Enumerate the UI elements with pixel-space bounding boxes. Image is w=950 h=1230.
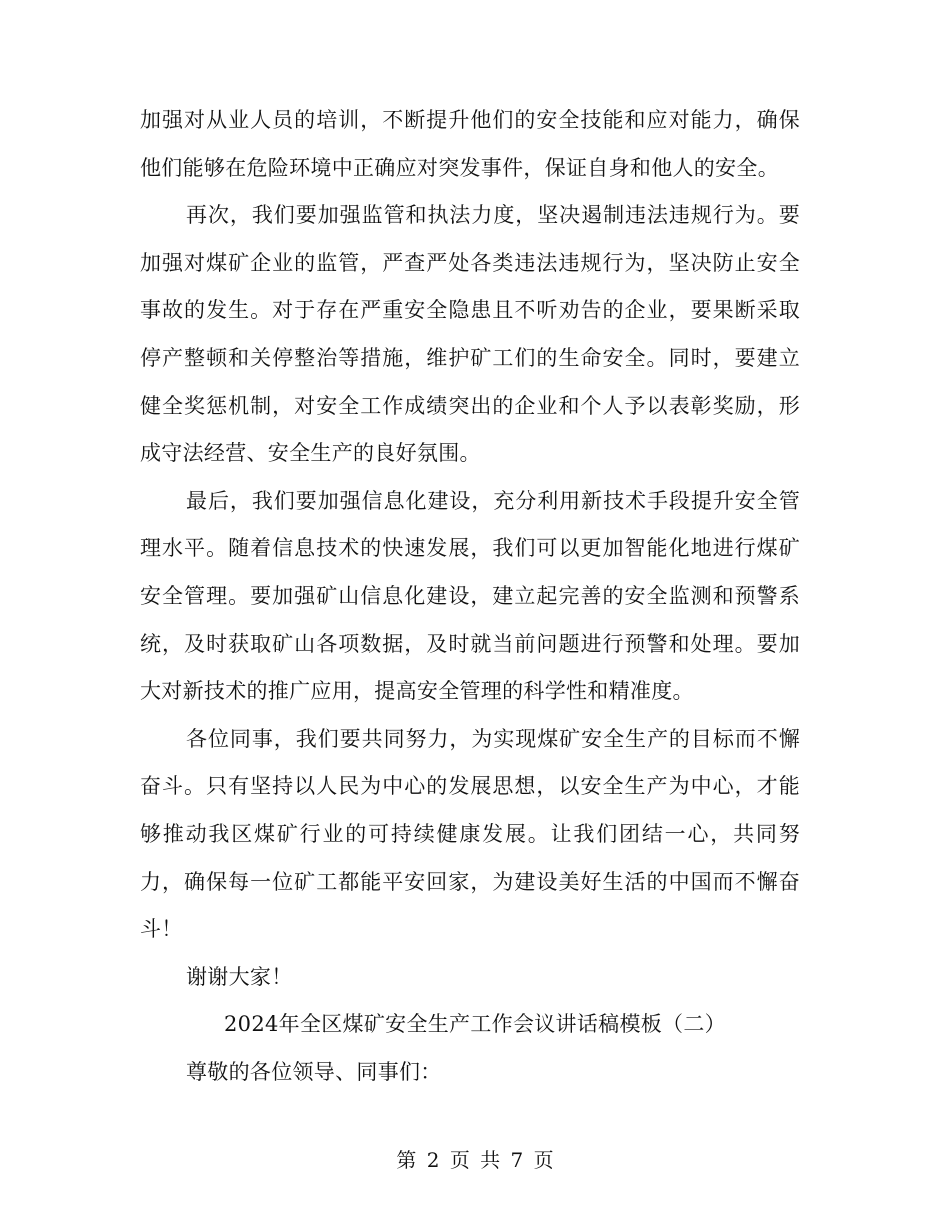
paragraph-closing-appeal: 各位同事，我们要共同努力，为实现煤矿安全生产的目标而不懈奋斗。只有坚持以人民为中心的发展思想，以安全生产为中心，才能够推动我区煤矿行业的可持续健康发展。让我们团结一心，共同努力，确保每一位矿工都能平安回家，为建设美好生活的中国而不懈奋斗！ [140, 726, 800, 942]
paragraph-continuation: 加强对从业人员的培训，不断提升他们的安全技能和应对能力，确保他们能够在危险环境中正确应对突发事件，保证自身和他人的安全。 [140, 108, 800, 180]
paragraph-informatization: 最后，我们要加强信息化建设，充分利用新技术手段提升安全管理水平。随着信息技术的快速发展，我们可以更加智能化地进行煤矿安全管理。要加强矿山信息化建设，建立起完善的安全监测和预警系统，及时获取矿山各项数据，及时就当前问题进行预警和处理。要加大对新技术的推广应用，提高安全管理的科学性和精准度。 [140, 488, 800, 704]
paragraph-salutation: 尊敬的各位领导、同事们： [186, 1059, 442, 1084]
page-number-footer: 第 2 页 共 7 页 [396, 1148, 554, 1172]
section-title: 2024年全区煤矿安全生产工作会议讲话稿模板（二） [224, 1012, 726, 1037]
paragraph-thanks: 谢谢大家！ [186, 964, 293, 989]
paragraph-supervision: 再次，我们要加强监管和执法力度，坚决遏制违法违规行为。要加强对煤矿企业的监管，严查严处各类违法违规行为，坚决防止安全事故的发生。对于存在严重安全隐患且不听劝告的企业，要果断采取停产整顿和关停整治等措施，维护矿工们的生命安全。同时，要建立健全奖惩机制，对安全工作成绩突出的企业和个人予以表彰奖励，形成守法经营、安全生产的良好氛围。 [140, 203, 800, 466]
document-body [140, 97, 800, 1096]
